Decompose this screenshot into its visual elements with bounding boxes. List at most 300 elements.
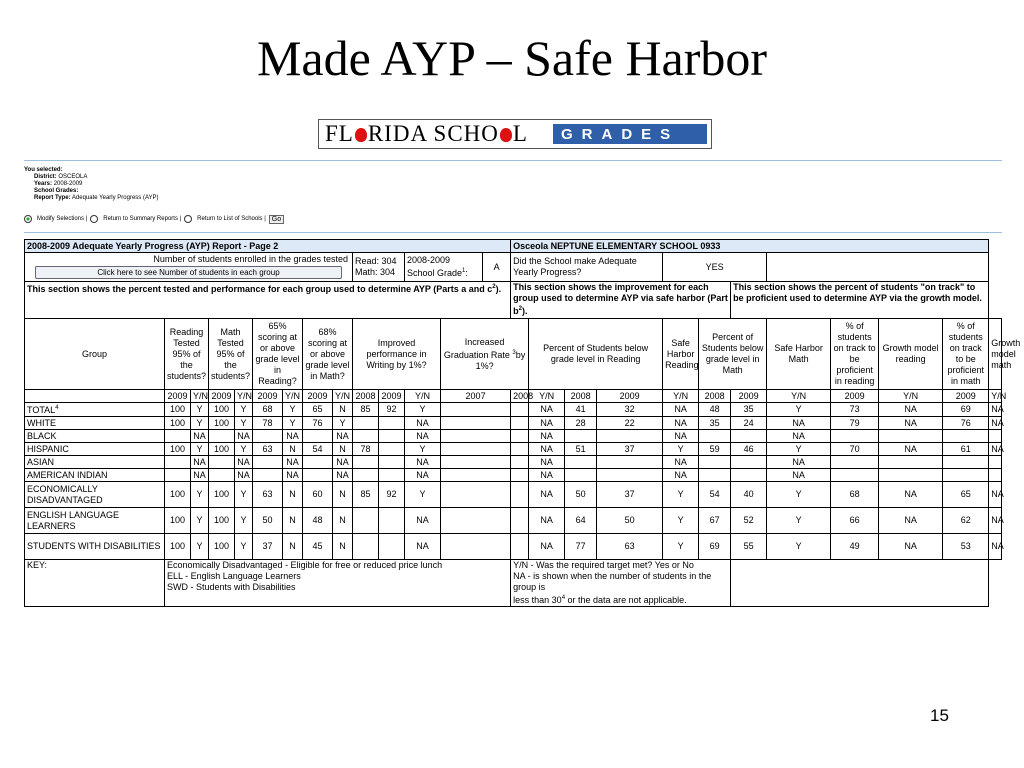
table-cell: 48 [303,508,333,534]
table-cell: 52 [731,508,767,534]
table-cell: Y [235,443,253,456]
table-cell: 68 [831,482,879,508]
header-math-68: 68% scoring at or above grade level in Math? [303,319,353,390]
group-label: STUDENTS WITH DISABILITIES [27,541,161,551]
table-cell: Y [191,508,209,534]
blank-cell [767,253,989,282]
table-cell: 59 [699,443,731,456]
header-reading-tested: Reading Tested 95% of the students? [165,319,209,390]
subheader-cell: Y/N [405,390,441,403]
table-cell: 35 [699,417,731,430]
table-cell: 24 [731,417,767,430]
table-cell: NA [767,417,831,430]
table-cell: NA [989,403,1002,417]
table-cell [597,456,663,469]
table-cell [209,469,235,482]
ayp-question: Did the School make Adequate Yearly Progress? [511,253,663,282]
table-cell: NA [989,482,1002,508]
table-cell [165,430,191,443]
apple-icon [355,128,367,142]
table-cell [879,469,943,482]
table-cell: Y [235,534,253,560]
table-cell [353,534,379,560]
table-cell: NA [333,469,353,482]
math-count: Math: 304 [355,267,396,277]
table-cell: Y [283,403,303,417]
selection-report-type [24,195,1002,202]
table-cell: 65 [303,403,333,417]
table-cell: 65 [943,482,989,508]
table-cell: 100 [165,443,191,456]
header-graduation [441,319,529,390]
group-label: ECONOMICALLY DISADVANTAGED [27,483,103,505]
key-na: NA - is shown when the number of students in the group is [513,571,712,592]
table-cell: 100 [209,403,235,417]
section-safe-harbor-note [511,282,731,319]
table-cell: Y [767,534,831,560]
table-cell: NA [529,443,565,456]
group-name [25,534,165,560]
table-row [25,534,1002,560]
group-name [25,508,165,534]
table-cell: NA [879,403,943,417]
table-cell: 55 [731,534,767,560]
subheader-cell: 2009 [253,390,283,403]
group-label: ENGLISH LANGUAGE LEARNERS [27,509,120,531]
table-cell: NA [529,430,565,443]
key-threshold [513,593,728,606]
table-cell: 79 [831,417,879,430]
table-cell: N [333,508,353,534]
subheader-cell: 2009 [209,390,235,403]
grade-label-text: School Grade [407,268,463,278]
table-cell: 40 [731,482,767,508]
table-cell: 63 [253,482,283,508]
subheader-cell: 2009 [165,390,191,403]
subheader-cell: Y/N [333,390,353,403]
table-cell: 85 [353,482,379,508]
table-cell: 69 [943,403,989,417]
table-cell: Y [191,443,209,456]
table-cell [379,456,405,469]
table-cell [441,469,511,482]
selection-heading: You selected: [24,167,63,173]
table-cell: 92 [379,482,405,508]
table-cell: 68 [253,403,283,417]
go-button[interactable]: Go [269,215,284,224]
table-cell: NA [405,430,441,443]
logo-grades: GRADES [553,124,707,144]
group-label: HISPANIC [27,443,69,454]
table-cell: 60 [303,482,333,508]
table-cell: 76 [943,417,989,430]
table-cell [165,469,191,482]
table-cell [303,469,333,482]
table-cell: NA [235,456,253,469]
logo-text-part2: RIDA SCHO [367,121,499,146]
table-cell [879,456,943,469]
table-cell [731,456,767,469]
table-cell: Y [235,417,253,430]
table-cell [441,443,511,456]
table-row [25,403,1002,417]
table-cell: NA [529,482,565,508]
selection-years [24,181,1002,188]
header-growth-reading: Growth model reading [879,319,943,390]
table-cell: N [333,482,353,508]
table-cell: Y [235,482,253,508]
header-group: Group [25,319,165,390]
table-cell: Y [191,403,209,417]
table-cell: 100 [209,508,235,534]
table-cell [441,534,511,560]
table-cell: NA [989,534,1002,560]
key-threshold-text: less than 30 [513,595,562,605]
table-cell [353,456,379,469]
table-cell [353,417,379,430]
page-number: 15 [930,706,949,725]
table-cell: N [283,534,303,560]
enrolled-cell [25,253,353,282]
table-cell [253,469,283,482]
table-cell: 50 [597,508,663,534]
blank-cell [731,560,989,607]
key-definitions [165,560,511,607]
table-cell: NA [333,430,353,443]
table-cell: 76 [303,417,333,430]
table-cell: 77 [565,534,597,560]
table-cell: 67 [699,508,731,534]
table-cell: NA [879,443,943,456]
table-cell [989,469,1002,482]
key-swd: SWD - Students with Disabilities [167,582,296,592]
subheader-cell: 2009 [731,390,767,403]
table-cell: 32 [597,403,663,417]
table-cell: Y [405,482,441,508]
table-cell: 78 [353,443,379,456]
table-cell: NA [235,430,253,443]
header-track-math: % of students on track to be proficient in math [943,319,989,390]
selection-label: School Grades: [34,188,79,194]
table-cell: 64 [565,508,597,534]
selection-label: District: [34,174,57,180]
read-count: Read: 304 [355,256,397,266]
radio-list-of-schools[interactable] [184,215,192,223]
table-cell [511,430,529,443]
table-cell: 100 [165,482,191,508]
table-cell: Y [663,508,699,534]
table-cell: Y [663,443,699,456]
table-cell: 100 [209,443,235,456]
subheader-cell: Y/N [235,390,253,403]
selection-label: Report Type: [34,195,71,201]
table-cell: NA [879,417,943,430]
table-cell: Y [767,482,831,508]
group-name [25,430,165,443]
subheader-cell: Y/N [879,390,943,403]
table-cell [731,469,767,482]
ayp-report-table [24,239,1021,607]
group-label: ASIAN [27,456,55,467]
table-cell: Y [191,534,209,560]
table-cell [379,417,405,430]
subheader-cell: 2008 [699,390,731,403]
table-cell [511,456,529,469]
grade-year: 2008-2009 [407,255,451,265]
table-row [25,430,1002,443]
table-cell [441,417,511,430]
graduation-text-end: by 1%? [475,349,526,371]
table-cell: 100 [209,534,235,560]
school-grade-cell [405,253,483,282]
table-cell: 78 [253,417,283,430]
slide-title: Made AYP – Safe Harbor [256,30,768,86]
table-cell: NA [405,456,441,469]
table-cell: N [333,534,353,560]
table-row [25,482,1002,508]
table-cell [989,456,1002,469]
table-cell [209,430,235,443]
group-label: BLACK [27,430,57,441]
table-cell [441,456,511,469]
table-cell: Y [191,482,209,508]
table-cell [303,456,333,469]
table-cell: 100 [165,508,191,534]
selection-value: Adequate Yearly Progress (AYP) [71,195,159,201]
subheader-cell: 2009 [379,390,405,403]
key-threshold-footnote: 4 [561,595,566,601]
report-title: 2008-2009 Adequate Yearly Progress (AYP) Report - Page 2 [25,240,511,253]
table-cell: N [283,508,303,534]
table-cell: NA [767,456,831,469]
table-cell: NA [989,417,1002,430]
subheader-cell: Y/N [663,390,699,403]
option-summary-reports[interactable]: Return to Summary Reports | [103,216,182,222]
table-cell: Y [405,443,441,456]
table-cell: 92 [379,403,405,417]
table-cell [511,403,529,417]
table-cell [511,534,529,560]
school-grade-value: A [483,253,511,282]
table-cell: NA [283,430,303,443]
table-cell: NA [405,508,441,534]
subheader-cell: 2009 [303,390,333,403]
subheader-cell: 2008 [353,390,379,403]
table-cell: 100 [209,482,235,508]
subheader-cell: Y/N [767,390,831,403]
table-cell: 54 [303,443,333,456]
subheader-cell: 2008 [511,390,529,403]
option-list-of-schools[interactable]: Return to List of Schools | [197,216,266,222]
table-cell: Y [235,403,253,417]
table-cell: Y [767,443,831,456]
header-pct-below-math: Percent of Students below grade level in Math [699,319,767,390]
table-cell: NA [191,430,209,443]
subheader-cell: 2009 [943,390,989,403]
table-cell [379,469,405,482]
table-cell [597,469,663,482]
table-cell: NA [191,469,209,482]
subheader-cell: Y/N [283,390,303,403]
table-cell: 54 [699,482,731,508]
report-screenshot [24,160,1021,630]
header-track-reading: % of students on track to be proficient in reading [831,319,879,390]
table-cell: Y [405,403,441,417]
table-cell [253,456,283,469]
table-cell: 100 [165,534,191,560]
group-name [25,443,165,456]
school-name: Osceola NEPTUNE ELEMENTARY SCHOOL 0933 [511,240,989,253]
table-cell: 70 [831,443,879,456]
table-cell: 63 [597,534,663,560]
table-cell: 49 [831,534,879,560]
table-cell [699,430,731,443]
table-cell: 73 [831,403,879,417]
table-cell [441,508,511,534]
key-label: KEY: [25,560,165,607]
key-econ: Economically Disadvantaged - Eligible for free or reduced price lunch [167,560,443,570]
table-cell: 66 [831,508,879,534]
selection-summary [24,167,1002,202]
table-cell: NA [405,417,441,430]
table-cell: 62 [943,508,989,534]
table-cell: NA [767,430,831,443]
table-cell: Y [283,417,303,430]
table-cell [441,430,511,443]
table-row [25,456,1002,469]
group-label: TOTAL [27,405,56,415]
table-cell [879,430,943,443]
section-growth-model-note: This section shows the percent of students "on track" to be proficient used to determine AYP via the growth model. [731,282,989,319]
group-label: AMERICAN INDIAN [27,469,108,480]
table-cell [565,456,597,469]
table-cell: N [333,403,353,417]
section2-footnote: 2 [518,306,522,312]
table-cell [831,456,879,469]
florida-school-grades-logo [318,119,712,149]
table-cell: 35 [731,403,767,417]
subheader-cell: 2009 [597,390,663,403]
table-cell: Y [235,508,253,534]
enrolled-label: Number of students enrolled in the grades tested [153,254,348,264]
radio-summary-reports[interactable] [90,215,98,223]
table-row [25,508,1002,534]
radio-modify-selections[interactable] [24,215,32,223]
selection-district [24,174,1002,181]
subheader-blank [25,390,165,403]
subheader-cell: Y/N [191,390,209,403]
table-cell [511,508,529,534]
graduation-text: Increased Graduation Rate [443,336,510,360]
table-cell [831,430,879,443]
graduation-footnote: 3 [512,349,516,356]
table-row [25,417,1002,430]
table-row [25,469,1002,482]
table-cell [441,403,511,417]
ayp-answer: YES [663,253,767,282]
table-cell [165,456,191,469]
table-cell: 100 [209,417,235,430]
header-growth-math: Growth model math [989,319,1002,390]
table-cell [353,430,379,443]
section1-footnote: 2 [492,284,496,290]
table-cell [441,482,511,508]
key-yn: Y/N - Was the required target met? Yes or No [513,560,694,570]
divider [24,232,1002,233]
school-grade-label: School Grade$^1$: [407,268,468,278]
selection-value: 2008-2009 [53,181,83,187]
table-cell: NA [879,534,943,560]
section1-end: ). [495,284,502,294]
table-cell: NA [767,469,831,482]
table-cell: NA [989,508,1002,534]
table-cell: Y [333,417,353,430]
table-cell [989,430,1002,443]
table-cell [511,482,529,508]
subheader-cell: Y/N [989,390,1002,403]
table-cell: 37 [597,443,663,456]
table-cell [353,469,379,482]
table-cell: NA [529,417,565,430]
table-cell [253,430,283,443]
enrolled-counts [353,253,405,282]
group-name [25,456,165,469]
table-cell: NA [663,417,699,430]
table-cell: NA [235,469,253,482]
section1-text: This section shows the percent tested and performance for each group used to determine AYP (Parts a and c [27,284,493,294]
table-cell: NA [663,469,699,482]
table-cell: NA [879,508,943,534]
table-cell [511,417,529,430]
table-cell [699,469,731,482]
subheader-cell: 2008 [565,390,597,403]
table-cell [511,443,529,456]
table-cell: 45 [303,534,333,560]
table-cell: NA [663,430,699,443]
selection-label: Years: [34,181,53,187]
students-per-group-button[interactable]: Click here to see Number of students in each group [35,266,342,279]
table-cell: 61 [943,443,989,456]
table-cell [303,430,333,443]
table-cell: NA [529,403,565,417]
table-cell: 28 [565,417,597,430]
table-cell: NA [529,469,565,482]
section2-end: ). [521,306,528,316]
table-cell: NA [333,456,353,469]
navigation-options [24,210,1002,228]
section2-text: This section shows the improvement for each group used to determine AYP via safe harbor (Part b [513,282,728,316]
table-cell [379,508,405,534]
table-cell: N [333,443,353,456]
table-cell: 48 [699,403,731,417]
table-cell [511,469,529,482]
table-cell: 22 [597,417,663,430]
table-cell: NA [663,456,699,469]
table-cell [597,430,663,443]
header-reading-65: 65% scoring at or above grade level in Reading? [253,319,303,390]
table-cell: N [283,443,303,456]
subheader-row [25,390,1002,403]
table-cell: Y [767,508,831,534]
key-notes [511,560,731,607]
subheader-cell: Y/N [529,390,565,403]
header-math-tested: Math Tested 95% of the students? [209,319,253,390]
logo-text-part3: L [512,121,528,146]
selection-value: OSCEOLA [58,174,88,180]
table-cell [943,430,989,443]
key-ell: ELL - English Language Learners [167,571,301,581]
option-modify-selections[interactable]: Modify Selections | [37,216,88,222]
